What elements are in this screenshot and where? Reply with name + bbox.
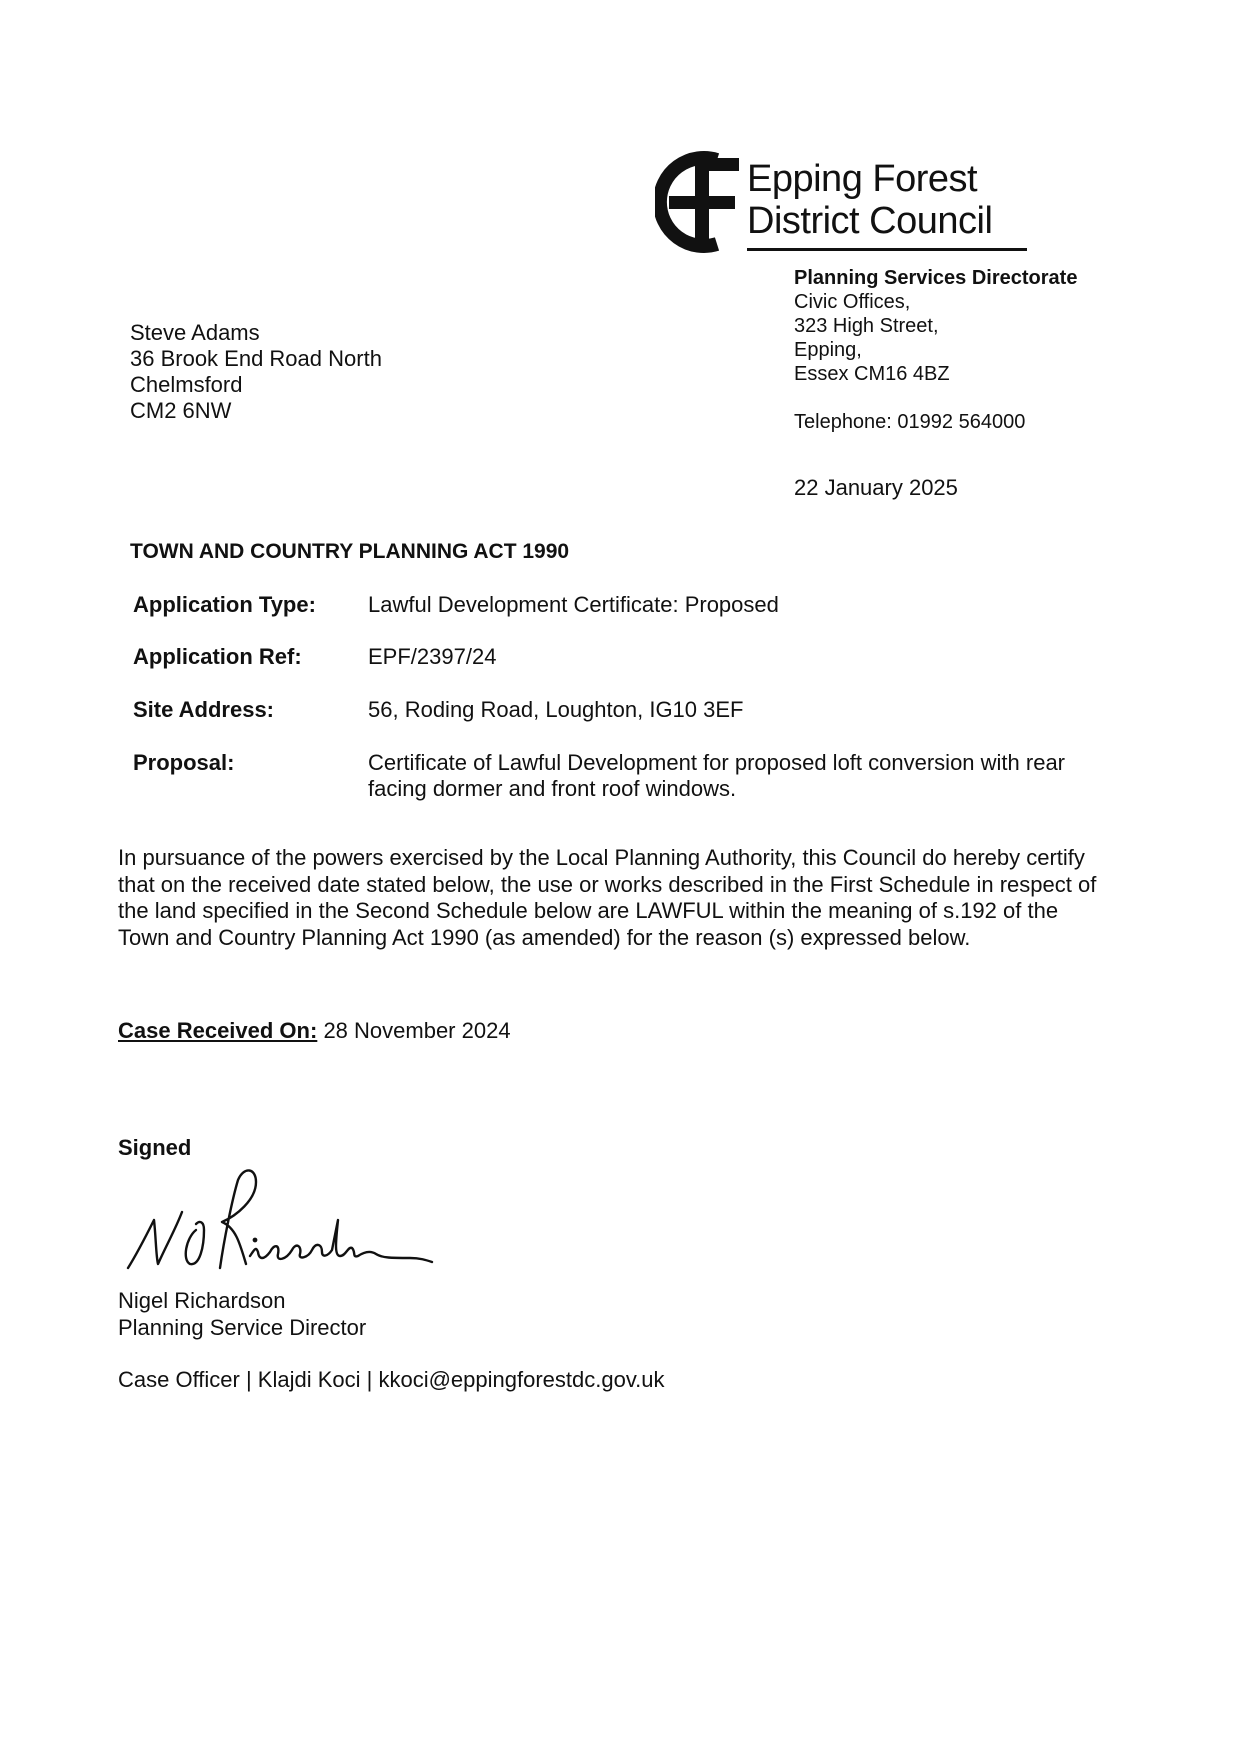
case-received-value: 28 November 2024 [323, 1018, 511, 1043]
site-address-value: 56, Roding Road, Loughton, IG10 3EF [368, 697, 744, 722]
signer-name: Nigel Richardson [118, 1288, 286, 1313]
recipient-line: Steve Adams [130, 320, 260, 345]
sender-address-line: Epping, [794, 339, 862, 361]
proposal-value: Certificate of Lawful Development for proposed loft conversion with rear facing dormer and front roof windows. [368, 750, 1066, 801]
council-emblem-icon [655, 150, 745, 254]
sender-address-line: 323 High Street, [794, 315, 939, 337]
application-type-value: Lawful Development Certificate: Proposed [368, 592, 779, 617]
signer-title: Planning Service Director [118, 1315, 367, 1340]
case-officer-line: Case Officer | Klajdi Koci | kkoci@eppingforestdc.gov.uk [118, 1367, 665, 1392]
sender-telephone: Telephone: 01992 564000 [794, 411, 1026, 433]
application-ref-label: Application Ref: [133, 644, 302, 669]
case-received-label: Case Received On: [118, 1018, 318, 1043]
application-type-label: Application Type: [133, 592, 316, 617]
proposal-label: Proposal: [133, 750, 235, 775]
sender-address-line: Civic Offices, [794, 291, 911, 313]
recipient-line: Chelmsford [130, 372, 243, 397]
act-title: TOWN AND COUNTRY PLANNING ACT 1990 [130, 540, 570, 563]
sender-address [794, 266, 1077, 434]
sender-department: Planning Services Directorate [794, 267, 1078, 289]
recipient-address [130, 320, 382, 424]
logo-text-line2: District Council [747, 200, 993, 242]
logo-text-line1: Epping Forest [747, 158, 978, 200]
letter-date: 22 January 2025 [794, 475, 958, 500]
site-address-label: Site Address: [133, 697, 275, 722]
certification-paragraph: In pursuance of the powers exercised by the Local Planning Authority, this Council do hereby certify that on the received date stated below, the use or works described in the First Schedule in respect of the land specified in the Second Schedule below are LAWFUL within the meaning of s.192 of the Town and Country Planning Act 1990 (as amended) for the reason (s) expressed below. [118, 845, 1097, 950]
handwritten-signature [120, 1160, 440, 1280]
sender-address-line: Essex CM16 4BZ [794, 363, 950, 385]
council-logo [655, 150, 1035, 260]
signer-details [118, 1287, 366, 1341]
signed-label: Signed [118, 1135, 192, 1160]
application-ref-value: EPF/2397/24 [368, 644, 497, 669]
logo-underline [747, 248, 1027, 251]
case-received [118, 1018, 511, 1044]
recipient-line: 36 Brook End Road North [130, 346, 382, 371]
recipient-line: CM2 6NW [130, 398, 232, 423]
